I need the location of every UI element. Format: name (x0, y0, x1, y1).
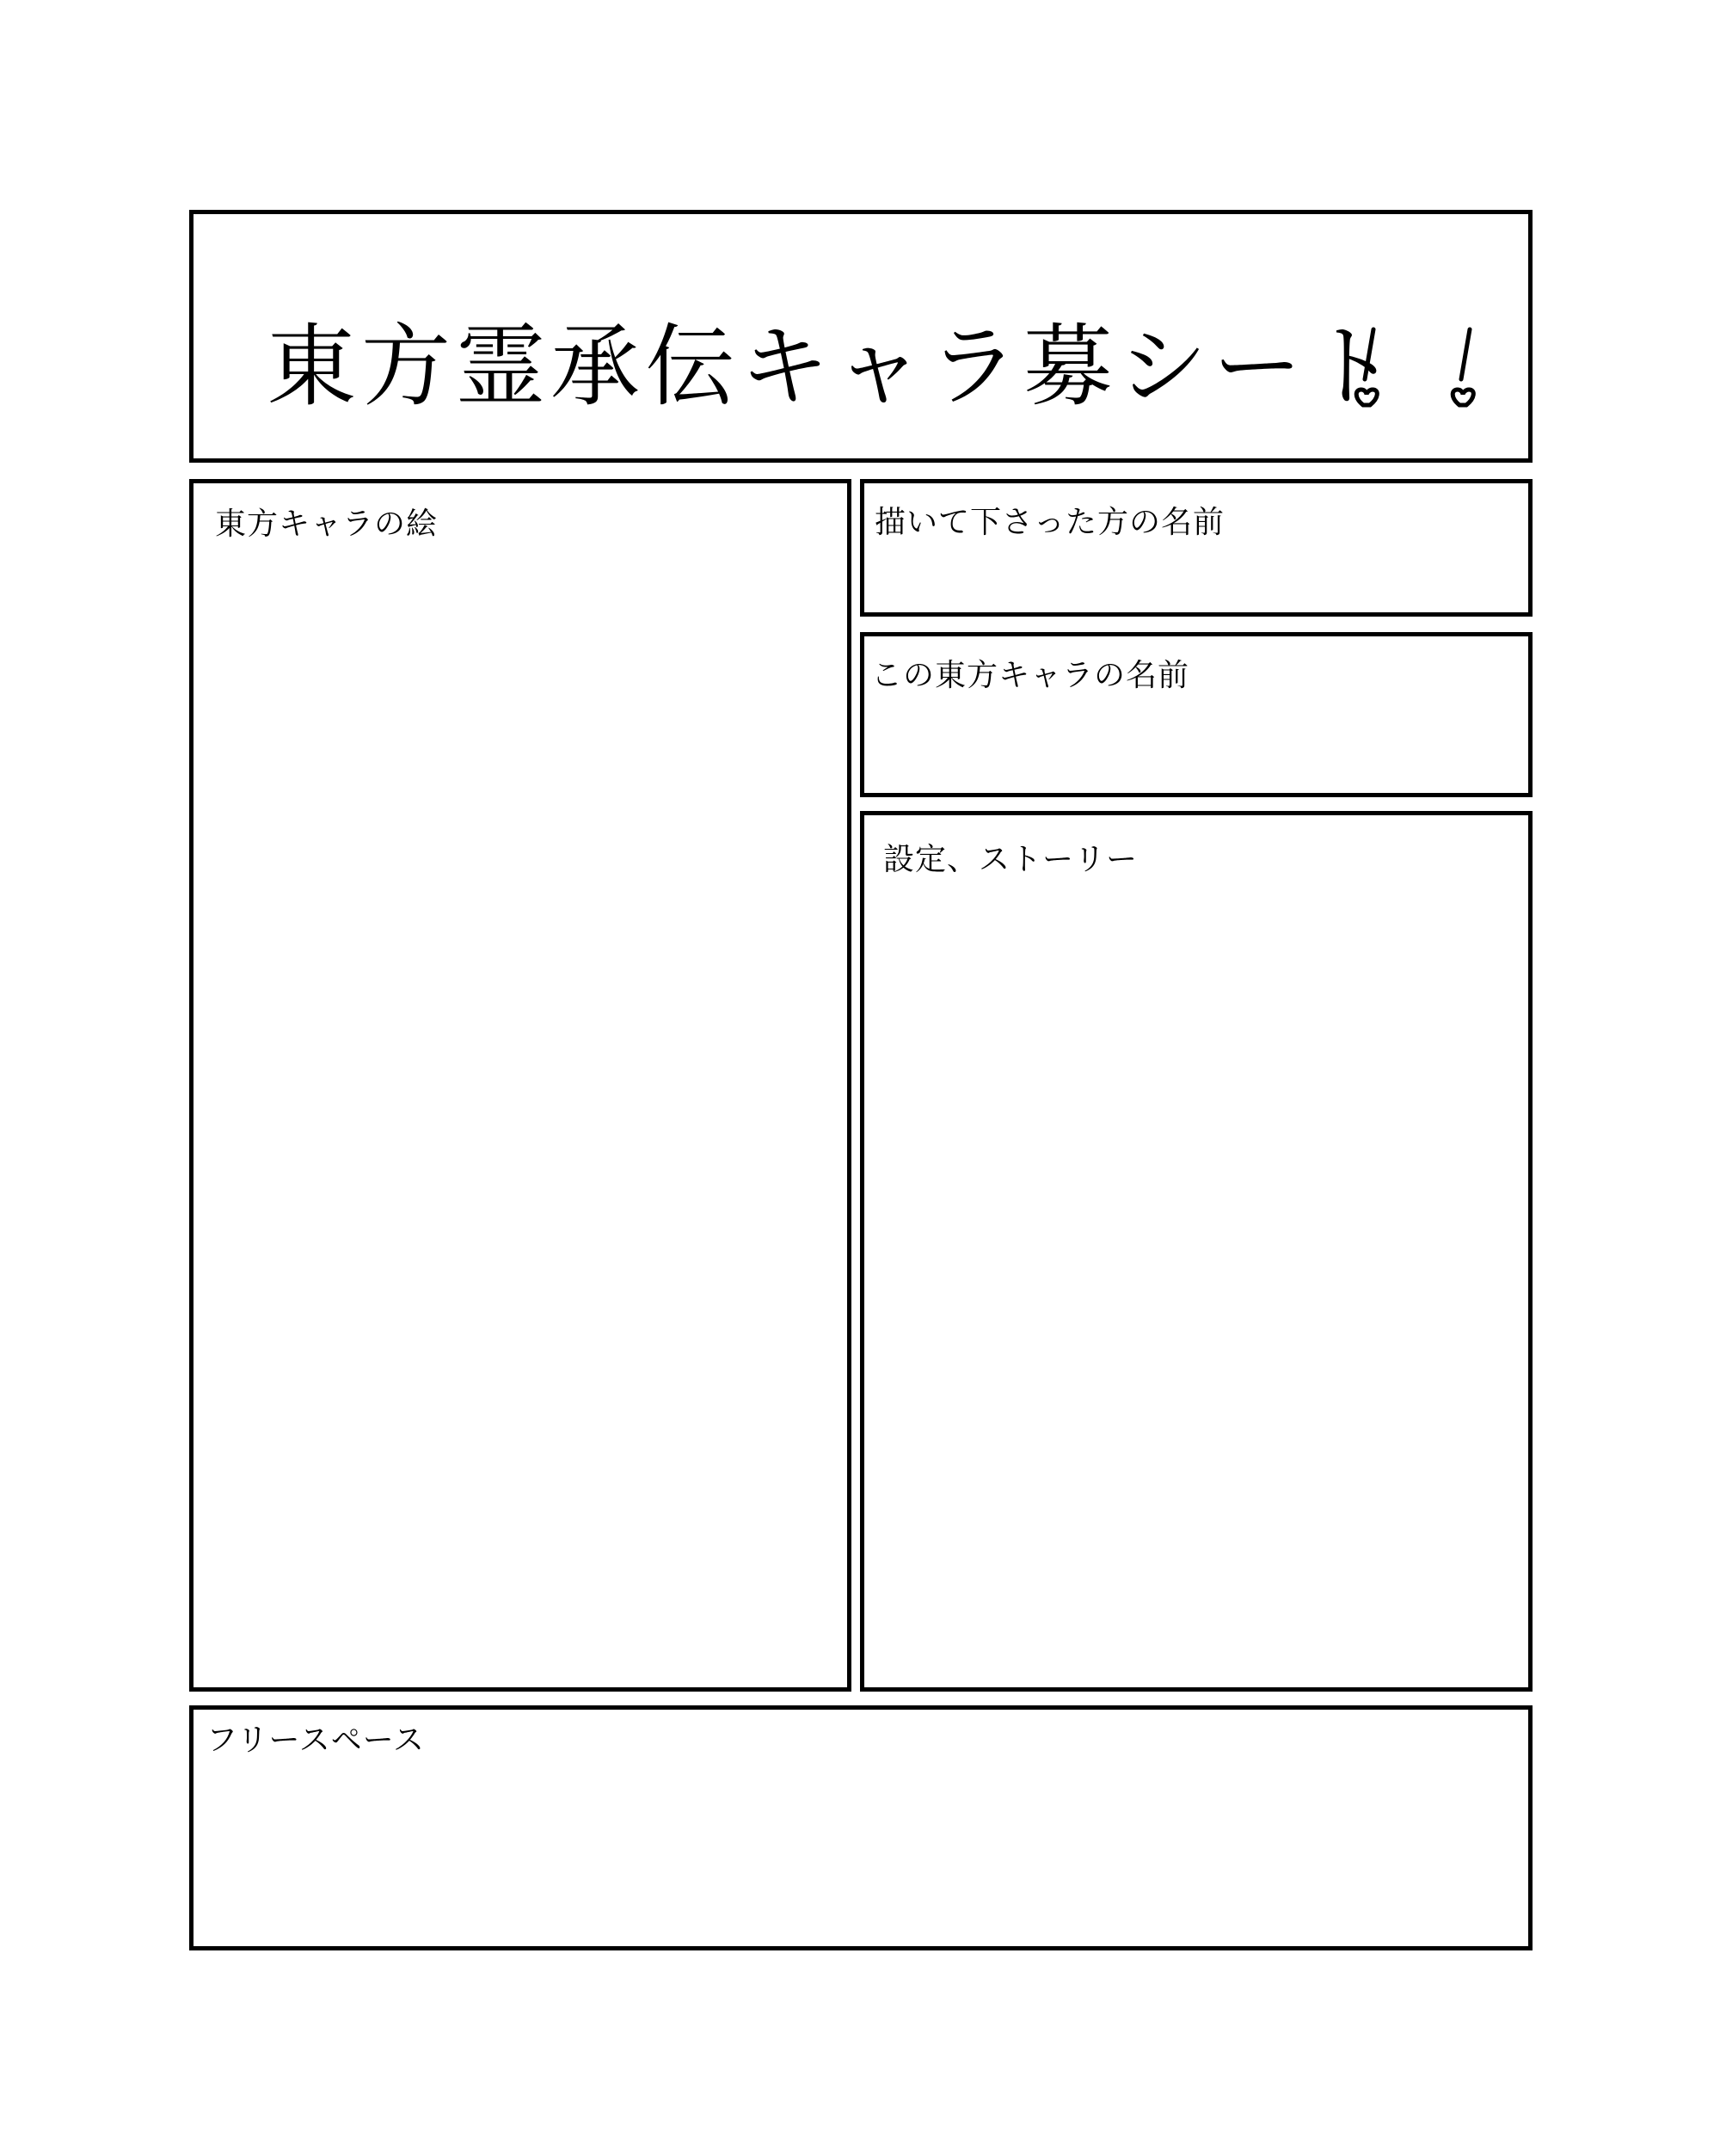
exclamation-stroke-2 (1461, 329, 1470, 379)
artist-name-box[interactable] (860, 479, 1533, 617)
setting-story-label: 設定、ストーリー (883, 842, 1139, 877)
heart-dot-2 (1453, 390, 1473, 405)
free-space-box[interactable] (189, 1705, 1533, 1950)
exclamation-stroke-1 (1365, 329, 1373, 379)
character-name-label: この東方キャラの名前 (871, 658, 1190, 693)
sheet-title: 東方霊承伝キャラ募シート (267, 314, 1403, 419)
heart-dot-1 (1356, 390, 1377, 405)
character-drawing-label: 東方キャラの絵 (215, 507, 439, 542)
setting-story-box[interactable] (860, 811, 1533, 1692)
heart-exclamation-icons (1346, 321, 1552, 424)
character-name-box[interactable] (860, 632, 1533, 797)
artist-name-label: 描いて下さった方の名前 (875, 505, 1226, 540)
free-space-label: フリースペース (206, 1723, 425, 1758)
title-box (189, 210, 1533, 463)
character-drawing-box[interactable] (189, 479, 851, 1692)
